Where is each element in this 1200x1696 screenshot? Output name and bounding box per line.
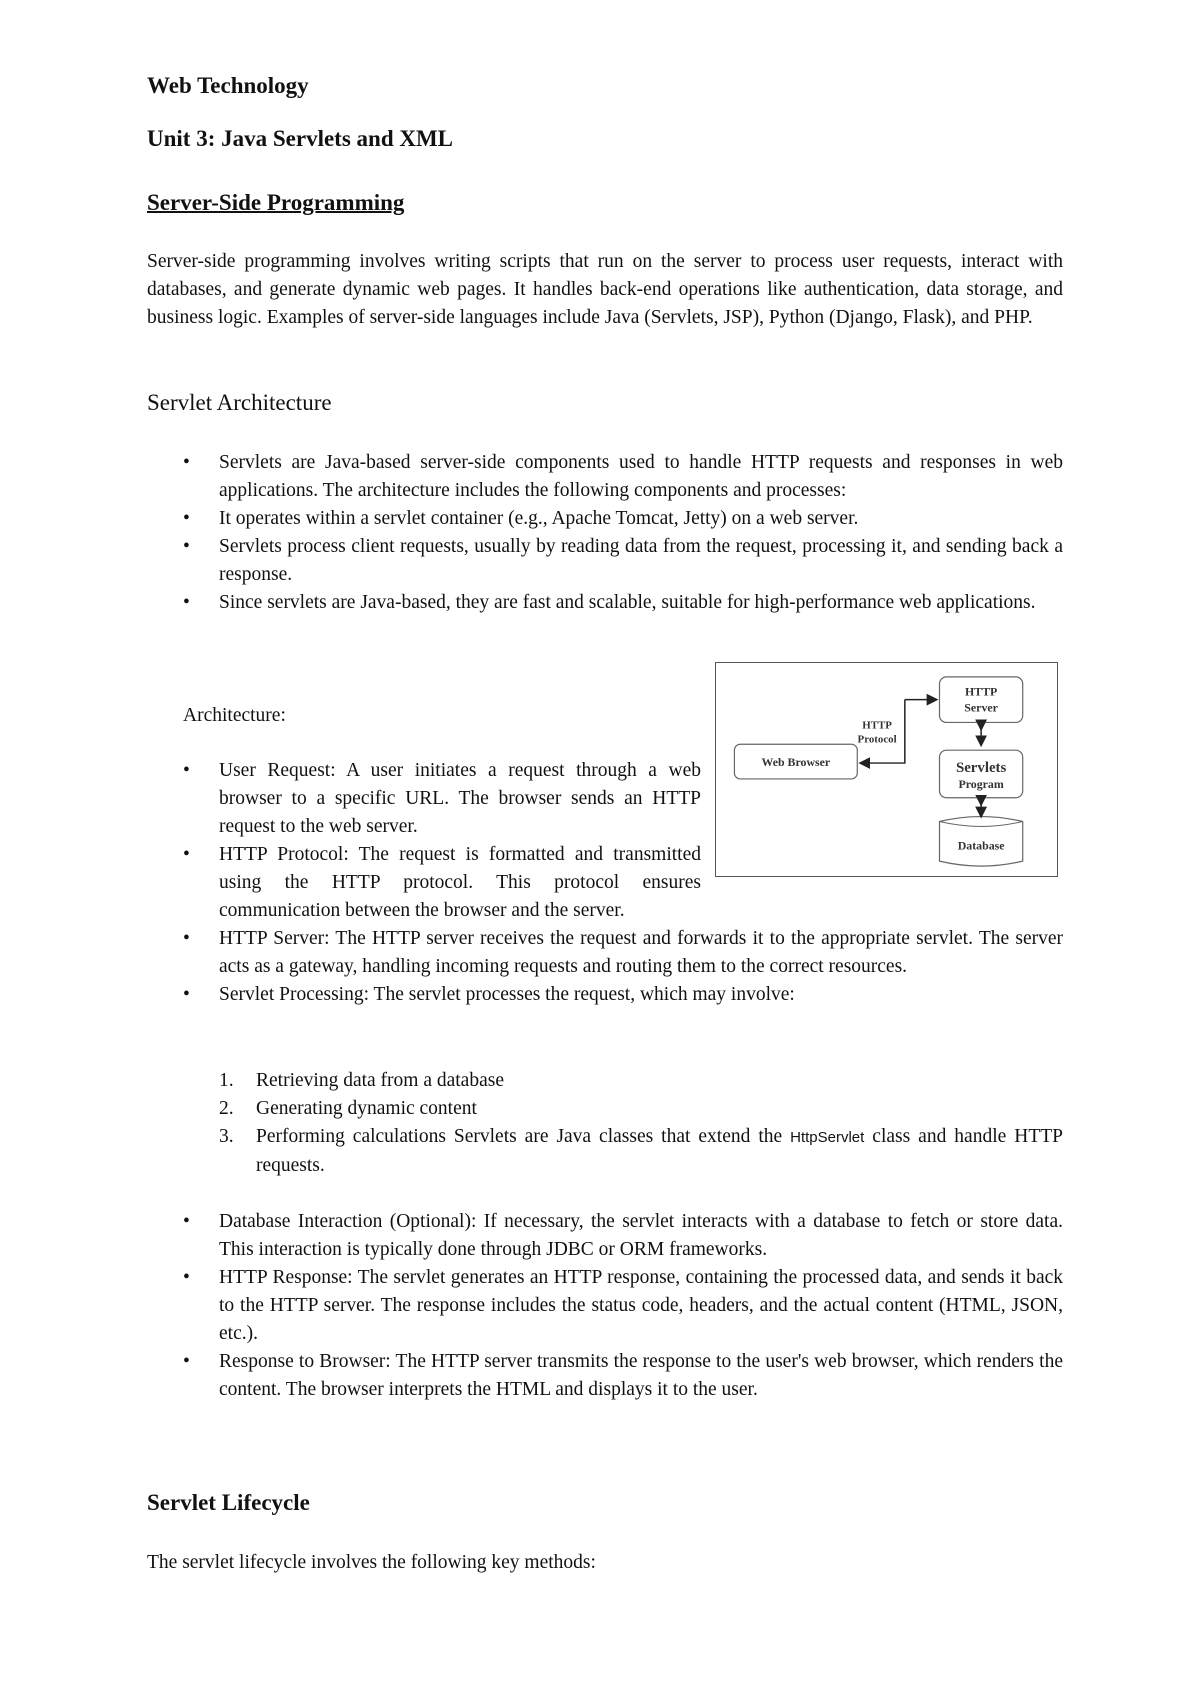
list-item: • Servlets process client requests, usually by reading data from the request, processing it, and sending back a response. bbox=[147, 533, 1063, 589]
list-item: • HTTP Protocol: The request is formatted and transmitted using the HTTP protocol. This protocol ensures communication between the browser and the server. bbox=[147, 841, 1063, 925]
heading-servlet-lifecycle: Servlet Lifecycle bbox=[147, 1490, 310, 1515]
diagram-svg bbox=[716, 663, 1057, 876]
lifecycle-intro: The servlet lifecycle involves the following key methods: bbox=[147, 1552, 596, 1573]
list-item: • HTTP Server: The HTTP server receives the request and forwards it to the appropriate servlet. The server acts as a gateway, handling incoming requests and routing them to the correct resources. bbox=[147, 925, 1063, 981]
code-httpservlet: HttpServlet bbox=[790, 1129, 865, 1146]
svg-text:Server: Server bbox=[964, 700, 998, 715]
list-item: • It operates within a servlet container (e.g., Apache Tomcat, Jetty) on a web server. bbox=[147, 505, 1063, 533]
svg-text:Protocol: Protocol bbox=[857, 733, 897, 746]
list-item: • Response to Browser: The HTTP server transmits the response to the user's web browser, which renders the content. The browser interprets the HTML and displays it to the user. bbox=[147, 1348, 1063, 1404]
list-item: • Since servlets are Java-based, they are fast and scalable, suitable for high-performance web applications. bbox=[147, 589, 1063, 617]
list-item: • Database Interaction (Optional): If necessary, the servlet interacts with a database to fetch or store data. This interaction is typically done through JDBC or ORM frameworks. bbox=[147, 1208, 1063, 1264]
list-item: • HTTP Response: The servlet generates an HTTP response, containing the processed data, and sends it back to the HTTP server. The response includes the status code, headers, and the actual content (HTML, JSON, etc.). bbox=[147, 1264, 1063, 1348]
step-item: 3. Performing calculations Servlets are Java classes that extend the HttpServlet class and handle HTTP requests. bbox=[219, 1126, 1063, 1176]
processing-steps bbox=[147, 1067, 1063, 1180]
list-item: • Servlets are Java-based server-side components used to handle HTTP requests and responses in web applications. The architecture includes the following components and processes: bbox=[147, 449, 1063, 505]
servlet-architecture-diagram bbox=[715, 662, 1058, 877]
document-title: Web Technology bbox=[147, 73, 309, 98]
svg-text:Program: Program bbox=[958, 776, 1004, 791]
svg-text:HTTP: HTTP bbox=[964, 684, 998, 699]
svg-text:HTTP: HTTP bbox=[862, 719, 892, 732]
list-item: • Servlet Processing: The servlet processes the request, which may involve: bbox=[147, 981, 1063, 1009]
heading-server-side-programming: Server-Side Programming bbox=[147, 190, 405, 215]
list-item: • User Request: A user initiates a request through a web browser to a specific URL. The browser sends an HTTP request to the web server. bbox=[147, 757, 1063, 841]
svg-text:Database: Database bbox=[957, 838, 1005, 853]
step-item: 2. Generating dynamic content bbox=[219, 1098, 477, 1119]
heading-servlet-architecture: Servlet Architecture bbox=[147, 390, 332, 415]
servlet-bullets bbox=[147, 449, 1063, 617]
architecture-label: Architecture: bbox=[183, 705, 286, 726]
web-browser-label: Web Browser bbox=[761, 755, 831, 770]
step-item: 1. Retrieving data from a database bbox=[219, 1070, 504, 1091]
more-bullets bbox=[147, 1208, 1063, 1404]
server-side-paragraph: Server-side programming involves writing scripts that run on the server to process user requests, interact with databases, and generate dynamic web pages. It handles back-end operations like authentication, data storage, and business logic. Examples of server-side languages include Java (Servlets, JSP), Python (Django, Flask), and PHP. bbox=[147, 251, 1063, 328]
svg-text:Servlets: Servlets bbox=[955, 759, 1007, 776]
unit-title: Unit 3: Java Servlets and XML bbox=[147, 126, 454, 151]
